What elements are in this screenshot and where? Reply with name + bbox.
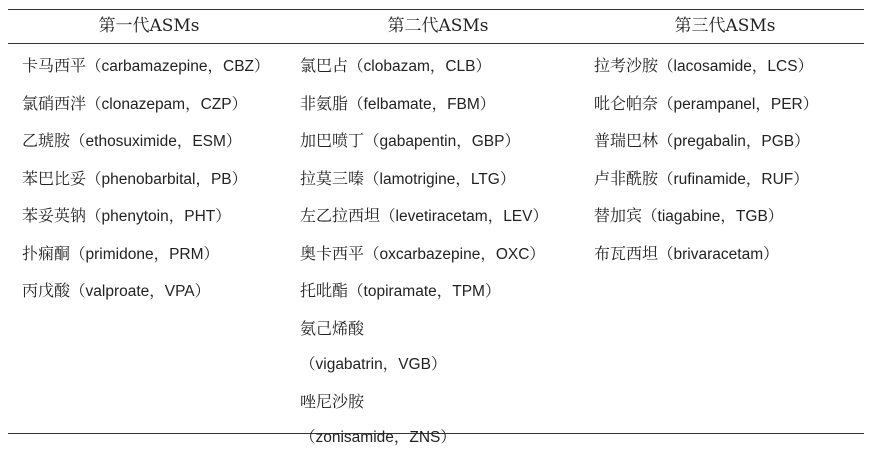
drug-name-cn: 托吡酯 — [300, 281, 349, 300]
column-second-generation — [300, 48, 586, 457]
table-cell — [300, 48, 586, 86]
table-cell — [594, 123, 864, 161]
drug-name-cn: 吡仑帕奈 — [594, 93, 659, 113]
drug-name-cn: 氯硝西泮 — [22, 93, 87, 113]
drug-name-cn: 加巴喷丁 — [300, 131, 365, 150]
drug-name-en: （carbamazepine，CBZ） — [86, 58, 270, 75]
table-cell — [22, 123, 290, 161]
table-cell — [300, 311, 586, 384]
table-cell — [594, 48, 864, 86]
column-third-generation — [594, 48, 864, 273]
drug-name-en: （brivaracetam） — [658, 245, 779, 263]
drug-name-cn: 拉考沙胺 — [594, 56, 659, 75]
drug-name-en: （clonazepam，CZP） — [86, 95, 248, 113]
table-cell — [300, 198, 586, 236]
table-cell — [594, 161, 864, 199]
table-cell — [300, 161, 586, 199]
drug-name-en: （levetiracetam，LEV） — [380, 208, 548, 225]
table-cell — [22, 86, 290, 124]
table-cell — [22, 161, 290, 199]
drug-name-en: （tiagabine，TGB） — [642, 208, 784, 225]
drug-name-en: （ethosuximide，ESM） — [70, 133, 242, 150]
drug-name-cn: 卡马西平 — [22, 56, 87, 75]
drug-name-en: （topiramate，TPM） — [348, 283, 501, 300]
drug-name-en: （perampanel，PER） — [658, 95, 819, 113]
column-first-generation — [22, 48, 290, 311]
drug-name-en: （primidone，PRM） — [70, 245, 220, 263]
drug-name-cn: 苯巴比妥 — [22, 168, 87, 188]
table-header-rule — [8, 43, 864, 44]
drug-name-en: （phenobarbital，PB） — [86, 170, 248, 188]
drug-name-cn: 布瓦西坦 — [594, 243, 659, 263]
drug-name-en: （vigabatrin，VGB） — [300, 356, 447, 373]
drug-name-cn: 左乙拉西坦 — [300, 206, 381, 225]
header-second-generation: 第二代ASMs — [387, 16, 489, 36]
drug-name-en: （pregabalin，PGB） — [658, 133, 810, 150]
drug-name-cn: 唑尼沙胺 — [300, 391, 365, 411]
table-cell — [300, 123, 586, 161]
drug-name-cn: 乙琥胺 — [22, 131, 71, 150]
drug-name-cn: 苯妥英钠 — [22, 206, 87, 225]
drug-name-en: （valproate，VPA） — [70, 283, 211, 300]
drug-name-cn: 普瑞巴林 — [594, 131, 659, 150]
drug-name-cn: 氯巴占 — [300, 56, 349, 75]
table-cell — [22, 48, 290, 86]
drug-name-cn: 替加宾 — [594, 206, 643, 225]
drug-name-en: （lamotrigine，LTG） — [364, 170, 516, 188]
drug-name-en: （rufinamide，RUF） — [658, 170, 809, 188]
drug-name-cn: 丙戊酸 — [22, 281, 71, 300]
drug-name-cn: 非氨脂 — [300, 93, 349, 113]
table-cell — [594, 236, 864, 274]
table-cell — [300, 273, 586, 311]
table-cell — [594, 86, 864, 124]
drug-name-cn: 氨己烯酸 — [300, 318, 365, 338]
table-cell — [22, 273, 290, 311]
header-first-generation: 第一代ASMs — [98, 16, 200, 36]
drug-name-en: （gabapentin，GBP） — [364, 133, 520, 150]
table-cell — [22, 198, 290, 236]
table-cell — [300, 86, 586, 124]
drug-name-en: （lacosamide，LCS） — [658, 58, 814, 75]
header-third-generation: 第三代ASMs — [674, 16, 776, 36]
table-cell — [300, 384, 586, 457]
drug-name-cn: 拉莫三嗪 — [300, 168, 365, 188]
drug-name-en: （phenytoin，PHT） — [86, 208, 231, 225]
drug-name-en: （zonisamide，ZNS） — [300, 429, 456, 446]
drug-name-cn: 奥卡西平 — [300, 243, 365, 263]
drug-name-en: （felbamate，FBM） — [348, 95, 496, 113]
drug-name-cn: 扑痫酮 — [22, 243, 71, 263]
drug-name-en: （oxcarbazepine，OXC） — [364, 245, 545, 263]
drug-name-en: （clobazam，CLB） — [348, 58, 492, 75]
table-cell — [300, 236, 586, 274]
table-cell — [594, 198, 864, 236]
table-cell — [22, 236, 290, 274]
table-top-rule — [8, 9, 864, 10]
drug-name-cn: 卢非酰胺 — [594, 168, 659, 188]
